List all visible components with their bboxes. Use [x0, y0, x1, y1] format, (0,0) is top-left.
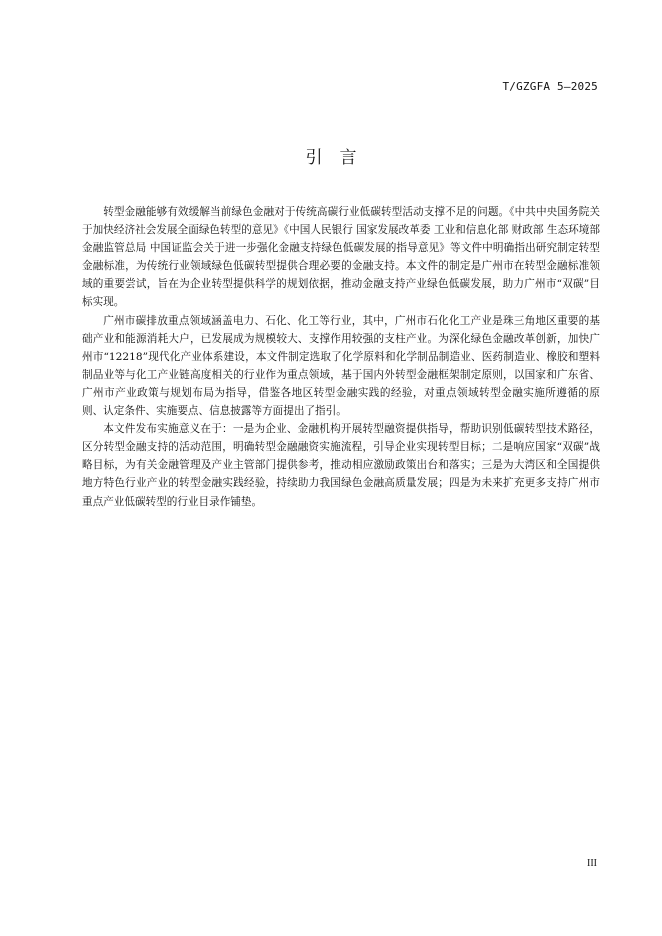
paragraph-3: 本文件发布实施意义在于：一是为企业、金融机构开展转型融资提供指导，帮助识别低碳转型技术路径，区分转型金融支持的活动范围，明确转型金融融资实施流程，引导企业实现转型目标；二是响应国家“双碳”战略目标，为有关金融管理及产业主管部门提供参考，推动相应激励政策出台和落实；三是为大湾区和全国提供地方特色行业产业的转型金融实践经验，持续助力我国绿色金融高质量发展；四是为未来扩充更多支持广州市重点产业低碳转型的行业目录作铺垫。 [82, 423, 600, 508]
section-title: 引 言 [305, 148, 357, 168]
paragraph-1: 转型金融能够有效缓解当前绿色金融对于传统高碳行业低碳转型活动支撑不足的问题。《中共中央国务院关于加快经济社会发展全面绿色转型的意见》《中国人民银行 国家发展改革委 工业和信息化部 财政部 生态环境部 金融监管总局 中国证监会关于进一步强化金融支持绿色低碳发展的指导意见》等文件中明确指出研究制定转型金融标准，为传统行业领域绿色低碳转型提供合理必要的金融支持。本文件的制定是广州市在转型金融标准领域的重要尝试，旨在为企业转型提供科学的规划依据，推动金融支持产业绿色低碳发展，助力广州市“双碳”目标实现。 [82, 206, 600, 309]
paragraph-2: 广州市碳排放重点领域涵盖电力、石化、化工等行业，其中，广州市石化化工产业是珠三角地区重要的基础产业和能源消耗大户，已发展成为规模较大、支撑作用较强的支柱产业。为深化绿色金融改革创新，加快广州市“12218”现代化产业体系建设，本文件制定选取了化学原料和化学制品制造业、医药制造业、橡胶和塑料制品业等与化工产业链高度相关的行业作为重点领域，基于国内外转型金融框架制定原则，以国家和广东省、广州市产业政策与规划布局为指导，借鉴各地区转型金融实践的经验，对重点领域转型金融实施所遵循的原则、认定条件、实施要点、信息披露等方面提出了指引。 [82, 314, 600, 418]
document-code: T/GZGFA 5—2025 [502, 80, 598, 93]
body-text [82, 203, 600, 511]
page-number: III [587, 858, 597, 869]
